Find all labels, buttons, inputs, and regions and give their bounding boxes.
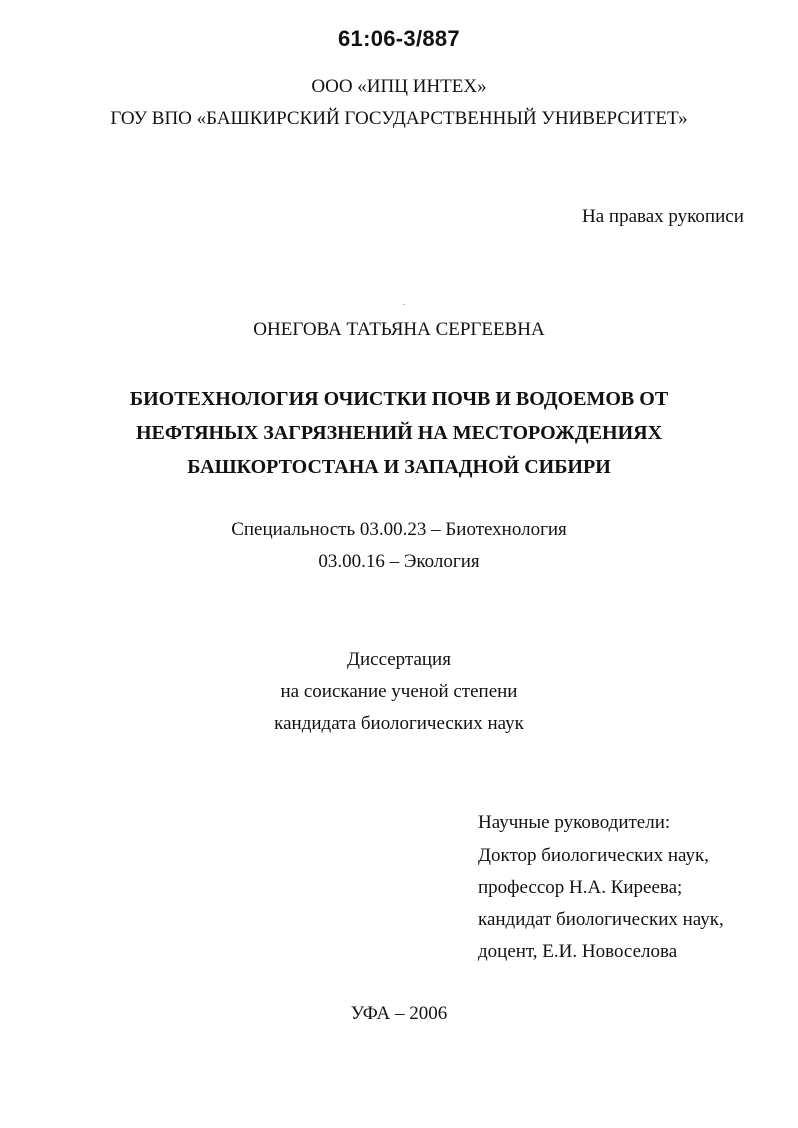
archive-code: 61:06-3/887: [338, 26, 460, 51]
supervisor-line-1: Доктор биологических наук,: [478, 845, 709, 866]
author-name: ОНЕГОВА ТАТЬЯНА СЕРГЕЕВНА: [253, 319, 545, 340]
rights-note: На правах рукописи: [582, 206, 744, 227]
specialty-line-2: 03.00.16 – Экология: [318, 551, 480, 572]
degree-line-2: на соискание ученой степени: [280, 681, 518, 702]
thesis-title-line-1: БИОТЕХНОЛОГИЯ ОЧИСТКИ ПОЧВ И ВОДОЕМОВ ОТ: [129, 388, 669, 410]
supervisor-line-4: доцент, Е.И. Новоселова: [478, 941, 678, 962]
supervisor-line-2: профессор Н.А. Киреева;: [478, 877, 683, 898]
organization-line-2: ГОУ ВПО «БАШКИРСКИЙ ГОСУДАРСТВЕННЫЙ УНИВЕРСИТЕТ»: [110, 108, 688, 129]
organization-line-1: ООО «ИПЦ ИНТЕХ»: [311, 76, 487, 97]
supervisor-line-3: кандидат биологических наук,: [478, 909, 724, 930]
thesis-title-line-3: БАШКОРТОСТАНА И ЗАПАДНОЙ СИБИРИ: [187, 456, 611, 478]
thesis-title-line-2: НЕФТЯНЫХ ЗАГРЯЗНЕНИЙ НА МЕСТОРОЖДЕНИЯХ: [135, 422, 663, 444]
degree-line-1: Диссертация: [347, 649, 451, 670]
degree-line-3: кандидата биологических наук: [274, 713, 524, 734]
place-year: УФА – 2006: [350, 1003, 448, 1024]
specialty-line-1: Специальность 03.00.23 – Биотехнология: [231, 519, 567, 540]
supervisors-heading: Научные руководители:: [478, 812, 671, 833]
scan-speck: [403, 304, 405, 305]
